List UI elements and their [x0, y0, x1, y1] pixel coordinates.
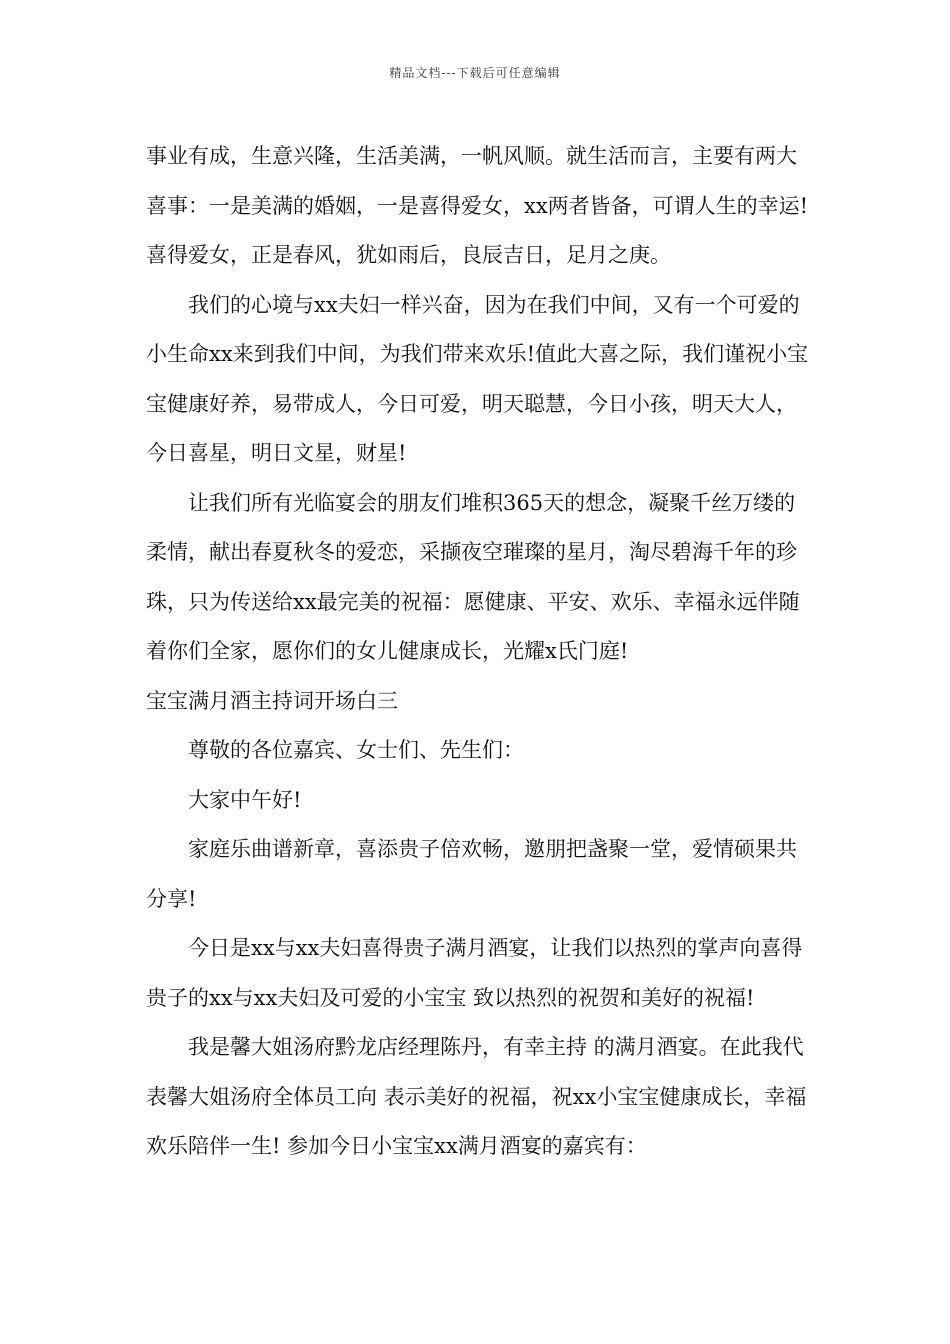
page-header: 精品文档---下载后可任意编辑 [389, 66, 561, 80]
paragraph-4: 家庭乐曲谱新章，喜添贵子倍欢畅，邀朋把盏聚一堂，爱情硕果共分享! [146, 837, 797, 911]
paragraph-2: 我们的心境与xx夫妇一样兴奋，因为在我们中间，又有一个可爱的小生命xx来到我们中间，为我们带来欢乐!值此大喜之际，我们谨祝小宝宝健康好养，易带成人，今日可爱，明天聪慧，今日小孩，明天大人，今日喜星，明日文星，财星! [146, 292, 809, 465]
paragraph-salutation: 尊敬的各位嘉宾、女士们、先生们： [188, 738, 524, 762]
paragraph-greeting: 大家中午好! [188, 787, 302, 812]
paragraph-5: 今日是xx与xx夫妇喜得贵子满月酒宴，让我们以热烈的掌声向喜得贵子的xx与xx夫妇及可爱的小宝宝 致以热烈的祝贺和美好的祝福! [146, 936, 803, 1010]
document-body [146, 132, 811, 1172]
paragraph-3: 让我们所有光临宴会的朋友们堆积365天的想念，凝聚千丝万缕的柔情，献出春夏秋冬的爱恋，采撷夜空璀璨的星月，淘尽碧海千年的珍珠，只为传送给xx最完美的祝福：愿健康、平安、欢乐、幸福永远伴随着你们全家，愿你们的女儿健康成长，光耀x氏门庭! [146, 490, 800, 663]
section-heading: 宝宝满月酒主持词开场白三 [146, 688, 398, 713]
paragraph-1: 事业有成，生意兴隆，生活美满，一帆风顺。就生活而言，主要有两大喜事：一是美满的婚姻，一是喜得爱女，xx两者皆备，可谓人生的幸运!喜得爱女，正是春风，犹如雨后，良辰吉日，足月之庚。 [146, 144, 809, 267]
paragraph-6: 我是馨大姐汤府黔龙店经理陈丹，有幸主持 的满月酒宴。在此我代表馨大姐汤府全体员工向 表示美好的祝福，祝xx小宝宝健康成长，幸福欢乐陪伴一生! 参加今日小宝宝xx满月酒宴的嘉宾有： [146, 1035, 807, 1158]
